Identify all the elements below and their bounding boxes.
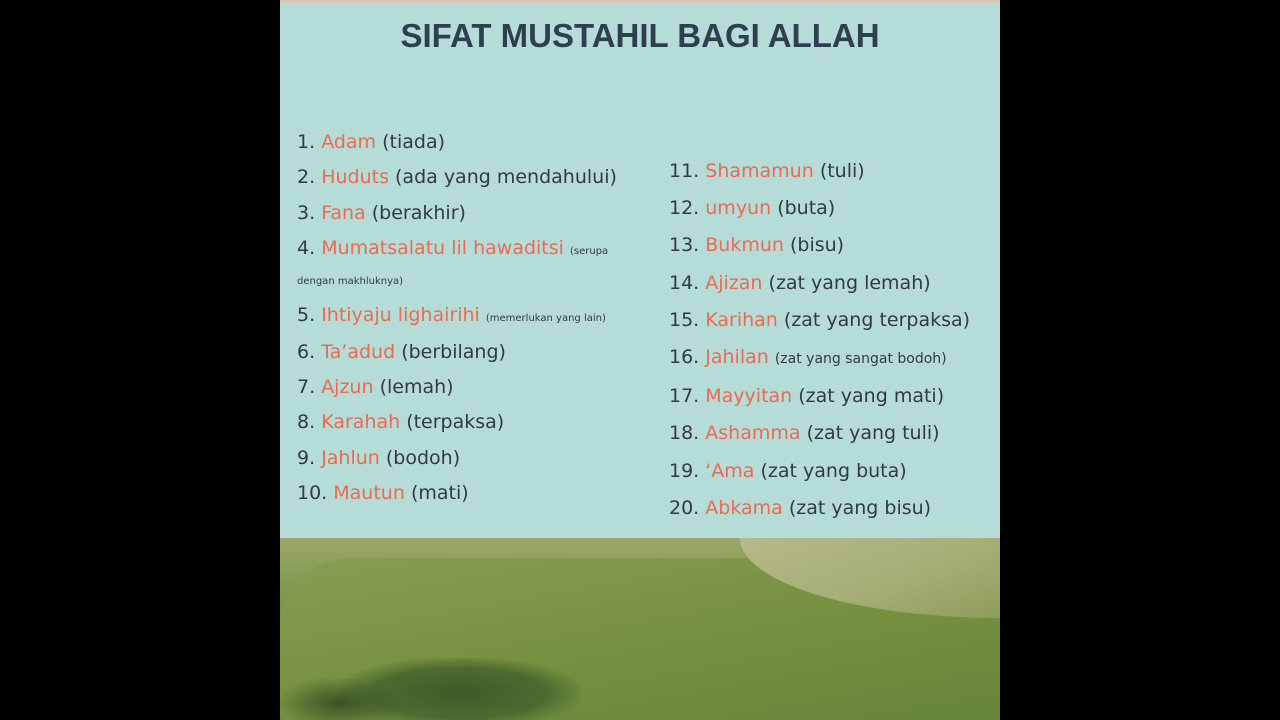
list-left <box>297 130 627 516</box>
list-item: 6. Ta’adud (berbilang) <box>297 340 506 363</box>
list-item: 10. Mautun (mati) <box>297 482 469 505</box>
shrubs <box>280 678 400 720</box>
list-item: 4. Mumatsalatu lil hawaditsi (serupa dengan makhluknya) <box>297 236 609 287</box>
list-item: 13. Bukmun (bisu) <box>669 234 845 257</box>
slide-image <box>280 0 1000 720</box>
list-item: 2. Huduts (ada yang mendahului) <box>297 166 617 189</box>
list-item: 20. Abkama (zat yang bisu) <box>669 496 932 519</box>
list-item: 16. Jahilan (zat yang sangat bodoh) <box>669 345 947 368</box>
list-item: 3. Fana (berakhir) <box>297 201 466 224</box>
list-item: 12. umyun (buta) <box>669 197 836 220</box>
list-item: 19. ‘Ama (zat yang buta) <box>669 459 907 482</box>
text-panel <box>280 3 1000 538</box>
page-title: SIFAT MUSTAHIL BAGI ALLAH <box>400 17 880 54</box>
list-right <box>669 159 999 533</box>
list-item: 14. Ajizan (zat yang lemah) <box>669 271 931 294</box>
list-item: 11. Shamamun (tuli) <box>669 160 865 182</box>
landscape-photo <box>280 538 1000 720</box>
list-item: 18. Ashamma (zat yang tuli) <box>669 422 940 445</box>
list-item: 15. Karihan (zat yang terpaksa) <box>669 308 971 331</box>
list-item: 17. Mayyitan (zat yang mati) <box>669 385 945 408</box>
list-item: 8. Karahah (terpaksa) <box>297 411 505 434</box>
list-item: 5. Ihtiyaju lighairihi (memerlukan yang lain) <box>297 303 606 326</box>
list-item: 1. Adam (tiada) <box>297 131 446 153</box>
list-item: 7. Ajzun (lemah) <box>297 376 454 399</box>
list-item: 9. Jahlun (bodoh) <box>297 446 461 469</box>
